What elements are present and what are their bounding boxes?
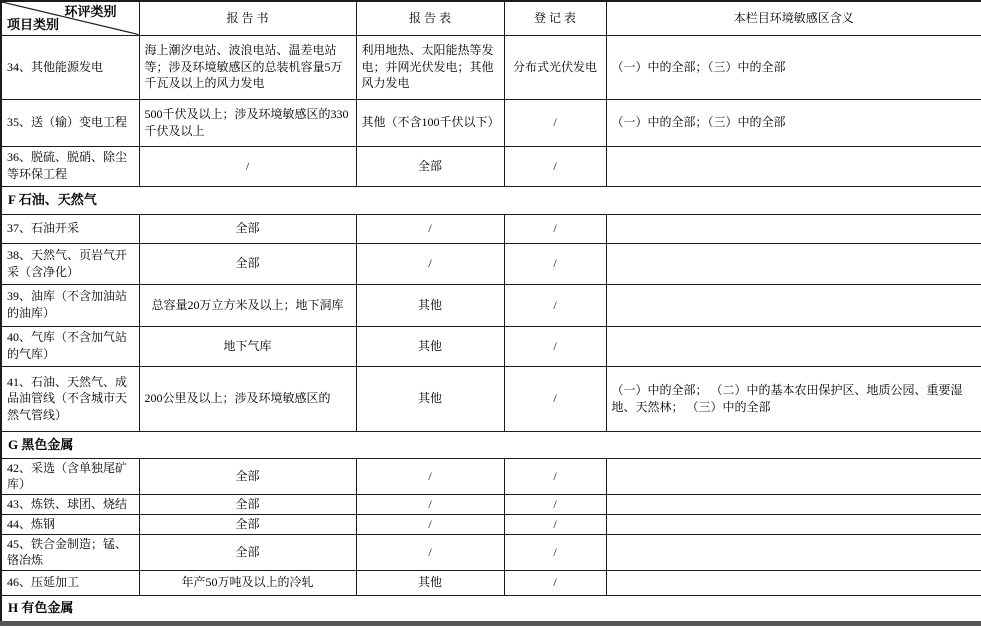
- report-book-cell: 全部: [139, 534, 356, 570]
- report-form-cell: 其他（不含100千伏以下）: [356, 99, 504, 146]
- registration-form-cell: 分布式光伏发电: [504, 35, 606, 99]
- report-book-cell: 全部: [139, 458, 356, 494]
- category-cell: 40、气库（不含加气站的气库）: [1, 326, 139, 366]
- sensitive-area-cell: [606, 570, 981, 595]
- table-row-44: [1, 514, 981, 534]
- report-book-cell: 全部: [139, 243, 356, 284]
- table-row-35: [1, 99, 981, 146]
- category-cell: 34、其他能源发电: [1, 35, 139, 99]
- table-row-36: [1, 146, 981, 186]
- sensitive-area-cell: （一）中的全部； （二）中的基本农田保护区、地质公园、重要湿地、天然林； （三）中的全部: [606, 366, 981, 431]
- registration-form-cell: /: [504, 534, 606, 570]
- table-row-34: [1, 35, 981, 99]
- sensitive-area-cell: [606, 243, 981, 284]
- header-row: [1, 1, 981, 35]
- registration-form-cell: /: [504, 458, 606, 494]
- category-cell: 46、压延加工: [1, 570, 139, 595]
- table-row-45: [1, 534, 981, 570]
- report-book-cell: 地下气库: [139, 326, 356, 366]
- report-book-cell: 全部: [139, 514, 356, 534]
- report-form-cell: /: [356, 458, 504, 494]
- sensitive-area-cell: [606, 534, 981, 570]
- header-report-book: 报 告 书: [139, 1, 356, 35]
- report-form-cell: /: [356, 214, 504, 243]
- section-label: F 石油、天然气: [1, 186, 981, 214]
- report-form-cell: /: [356, 534, 504, 570]
- sensitive-area-cell: [606, 284, 981, 326]
- report-book-cell: 年产50万吨及以上的冷轧: [139, 570, 356, 595]
- table-row-37: [1, 214, 981, 243]
- sensitive-area-cell: [606, 214, 981, 243]
- section-label: H 有色金属: [1, 595, 981, 623]
- report-form-cell: /: [356, 243, 504, 284]
- section-row-g: [1, 431, 981, 458]
- sensitive-area-cell: [606, 494, 981, 514]
- report-book-cell: 海上潮汐电站、波浪电站、温差电站等；涉及环境敏感区的总装机容量5万千瓦及以上的风力发电: [139, 35, 356, 99]
- category-cell: 37、石油开采: [1, 214, 139, 243]
- table-row-41: [1, 366, 981, 431]
- table-row-40: [1, 326, 981, 366]
- header-report-form: 报 告 表: [356, 1, 504, 35]
- registration-form-cell: /: [504, 99, 606, 146]
- report-form-cell: 其他: [356, 326, 504, 366]
- table-row-39: [1, 284, 981, 326]
- category-cell: 44、炼钢: [1, 514, 139, 534]
- registration-form-cell: /: [504, 366, 606, 431]
- registration-form-cell: /: [504, 146, 606, 186]
- section-row-h: [1, 595, 981, 623]
- sensitive-area-cell: [606, 514, 981, 534]
- report-form-cell: 其他: [356, 284, 504, 326]
- table-row-42: [1, 458, 981, 494]
- registration-form-cell: /: [504, 570, 606, 595]
- sensitive-area-cell: （一）中的全部；（三）中的全部: [606, 35, 981, 99]
- category-cell: 41、石油、天然气、成品油管线（不含城市天然气管线）: [1, 366, 139, 431]
- report-form-cell: 利用地热、太阳能热等发电；并网光伏发电；其他风力发电: [356, 35, 504, 99]
- registration-form-cell: /: [504, 243, 606, 284]
- report-book-cell: 全部: [139, 494, 356, 514]
- sensitive-area-cell: [606, 458, 981, 494]
- report-form-cell: /: [356, 494, 504, 514]
- table-row-43: [1, 494, 981, 514]
- category-cell: 45、铁合金制造；锰、铬冶炼: [1, 534, 139, 570]
- header-eia-category: 环评类别: [64, 4, 117, 19]
- report-book-cell: 500千伏及以上；涉及环境敏感区的330千伏及以上: [139, 99, 356, 146]
- report-form-cell: 其他: [356, 366, 504, 431]
- header-project-category: 项目类别: [7, 16, 60, 32]
- section-label: G 黑色金属: [1, 431, 981, 458]
- category-cell: 42、采选（含单独尾矿库）: [1, 458, 139, 494]
- registration-form-cell: /: [504, 326, 606, 366]
- sensitive-area-cell: [606, 326, 981, 366]
- report-form-cell: /: [356, 514, 504, 534]
- category-cell: 43、炼铁、球团、烧结: [1, 494, 139, 514]
- report-book-cell: /: [139, 146, 356, 186]
- registration-form-cell: /: [504, 214, 606, 243]
- header-registration-form: 登 记 表: [504, 1, 606, 35]
- table-row-46: [1, 570, 981, 595]
- sensitive-area-cell: （一）中的全部；（三）中的全部: [606, 99, 981, 146]
- category-cell: 35、送（输）变电工程: [1, 99, 139, 146]
- report-book-cell: 200公里及以上；涉及环境敏感区的: [139, 366, 356, 431]
- diagonal-header-cell: [1, 1, 139, 35]
- sensitive-area-cell: [606, 146, 981, 186]
- registration-form-cell: /: [504, 284, 606, 326]
- report-form-cell: 全部: [356, 146, 504, 186]
- report-book-cell: 总容量20万立方米及以上；地下洞库: [139, 284, 356, 326]
- table-row-38: [1, 243, 981, 284]
- category-cell: 38、天然气、页岩气开采（含净化）: [1, 243, 139, 284]
- report-form-cell: 其他: [356, 570, 504, 595]
- section-row-f: [1, 186, 981, 214]
- registration-form-cell: /: [504, 494, 606, 514]
- report-book-cell: 全部: [139, 214, 356, 243]
- category-cell: 36、脱硫、脱硝、除尘等环保工程: [1, 146, 139, 186]
- registration-form-cell: /: [504, 514, 606, 534]
- category-cell: 39、油库（不含加油站的油库）: [1, 284, 139, 326]
- header-sensitive-area-meaning: 本栏目环境敏感区含义: [606, 1, 981, 35]
